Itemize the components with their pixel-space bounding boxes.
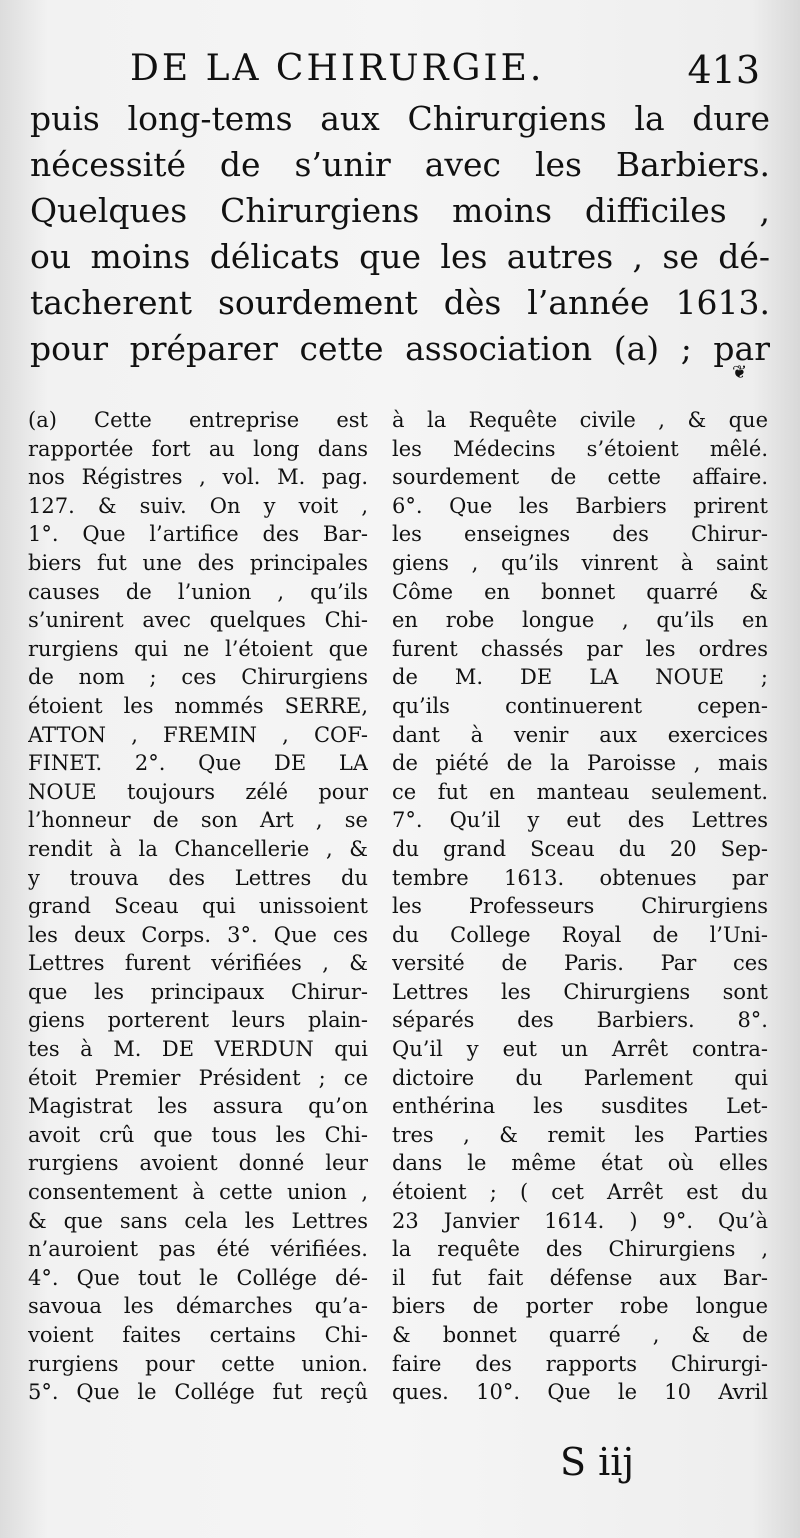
footnote-line: y trouva des Lettres du (28, 865, 368, 890)
footnote-line: 7°. Qu’il y eut des Lettres (392, 808, 768, 833)
footnote-line: giens , qu’ils vinrent à saint (392, 550, 768, 575)
footnote-line: les enseignes des Chirur- (392, 522, 768, 547)
footnote-line: à la Requête civile , & que (392, 408, 768, 432)
footnote-line: biers fut une des principales (28, 550, 368, 575)
footnote-line: FINET. 2°. Que DE LA (28, 751, 368, 776)
footnote-line: 1°. Que l’artifice des Bar- (28, 522, 368, 547)
footnote-line: causes de l’union , qu’ils (28, 579, 368, 604)
footnote-line: Lettres furent vérifiées , & (28, 951, 368, 976)
footnote-column-right (392, 406, 768, 1407)
footnote-line: giens porterent leurs plain- (28, 1008, 368, 1033)
running-title: DE LA CHIRURGIE. (130, 48, 545, 89)
footnote-line: ce fut en manteau seulement. (392, 779, 768, 804)
footnote-line: & que sans cela les Lettres (28, 1208, 368, 1233)
footnote-line: sourdement de cette affaire. (392, 465, 768, 490)
footnote-line: rurgiens avoient donné leur (28, 1151, 368, 1176)
footnote-line: ATTON , FREMIN , COF- (28, 722, 368, 747)
footnote-line: dans le même état où elles (392, 1151, 768, 1176)
text-line: pour préparer cette association (a) ; par (30, 329, 770, 368)
footnote-line: de nom ; ces Chirurgiens (28, 665, 368, 690)
footnote-line: furent chassés par les ordres (392, 636, 768, 661)
main-text (30, 96, 770, 372)
footnote-line: étoient ; ( cet Arrêt est du (392, 1180, 768, 1205)
footnote-line: versité de Paris. Par ces (392, 951, 768, 976)
footnote-line: il fut fait défense aux Bar- (392, 1265, 768, 1290)
page-number: 413 (687, 48, 760, 92)
footnote-line: la requête des Chirurgiens , (392, 1237, 768, 1262)
text-line: ou moins délicats que les autres , se dé- (30, 237, 770, 276)
footnote-line: l’honneur de son Art , se (28, 808, 368, 833)
footnote-line: biers de porter robe longue (392, 1294, 768, 1319)
footnote-line: dictoire du Parlement qui (392, 1065, 768, 1090)
footnote-line: enthérina les susdites Let- (392, 1094, 768, 1119)
footnote-line: NOUE toujours zélé pour (28, 779, 368, 804)
footnote-line: rapportée fort au long dans (28, 436, 368, 461)
footnote-line: qu’ils continuerent cepen- (392, 693, 768, 718)
footnote-line: rurgiens pour cette union. (28, 1351, 368, 1376)
footnote-line: tembre 1613. obtenues par (392, 865, 768, 890)
text-line: nécessité de s’unir avec les Barbiers. (30, 145, 770, 184)
footnote-line: tes à M. DE VERDUN qui (28, 1037, 368, 1062)
footnote-line: en robe longue , qu’ils en (392, 608, 768, 633)
footnote-line: 4°. Que tout le Collége dé- (28, 1265, 368, 1290)
footnote-line: rurgiens qui ne l’étoient que (28, 636, 368, 661)
footnote-line: de M. DE LA NOUE ; (392, 665, 768, 690)
footnote-line: n’auroient pas été vérifiées. (28, 1237, 368, 1262)
footnote-line: les deux Corps. 3°. Que ces (28, 922, 368, 947)
footnote-line: du College Royal de l’Uni- (392, 922, 768, 947)
footnote-line: séparés des Barbiers. 8°. (392, 1008, 768, 1033)
footnote-line: Qu’il y eut un Arrêt contra- (392, 1037, 768, 1062)
text-line: Quelques Chirurgiens moins difficiles , (30, 191, 770, 230)
page-header (130, 48, 760, 92)
footnote-line: les Médecins s’étoient mêlé. (392, 436, 768, 461)
footnote-line: étoient les nommés SERRE, (28, 693, 368, 718)
text-line: puis long-tems aux Chirurgiens la dure (30, 99, 770, 138)
footnote-column-left (28, 406, 368, 1407)
footnote-line: 5°. Que le Collége fut reçû (28, 1380, 368, 1405)
footnote-line: rendit à la Chancellerie , & (28, 836, 368, 861)
footnote-line: les Professeurs Chirurgiens (392, 894, 768, 919)
footnote-line: que les principaux Chirur- (28, 979, 368, 1004)
footnote-line: de piété de la Paroisse , mais (392, 751, 768, 776)
footnote-line: savoua les démarches qu’a- (28, 1294, 368, 1319)
footnote-line: tres , & remit les Parties (392, 1122, 768, 1147)
footnote-line: & bonnet quarré , & de (392, 1323, 768, 1347)
footnote-line: 6°. Que les Barbiers prirent (392, 493, 768, 518)
footnote-line: du grand Sceau du 20 Sep- (392, 836, 768, 861)
footnote-line: faire des rapports Chirurgi- (392, 1351, 768, 1376)
signature-mark: S iij (560, 1440, 635, 1484)
footnote-line: 127. & suiv. On y voit , (28, 493, 368, 518)
footnote-line: (a) Cette entreprise est (28, 408, 368, 432)
footnote-line: voient faites certains Chi- (28, 1323, 368, 1347)
footnote-line: nos Régistres , vol. M. pag. (28, 465, 368, 490)
footnote-line: dant à venir aux exercices (392, 722, 768, 747)
footnote-line: étoit Premier Président ; ce (28, 1065, 368, 1090)
footnote-line: ques. 10°. Que le 10 Avril (392, 1380, 768, 1405)
footnote-line: 23 Janvier 1614. ) 9°. Qu’à (392, 1208, 768, 1233)
footnote-line: consentement à cette union , (28, 1180, 368, 1205)
footnote-line: s’unirent avec quelques Chi- (28, 608, 368, 633)
footnote-line: Côme en bonnet quarré & (392, 579, 768, 604)
text-line: tacherent sourdement dès l’année 1613. (30, 283, 770, 322)
footnote-line: Magistrat les assura qu’on (28, 1094, 368, 1119)
footnote-line: Lettres les Chirurgiens sont (392, 979, 768, 1004)
footnote-line: grand Sceau qui unissoient (28, 894, 368, 919)
footnote-line: avoit crû que tous les Chi- (28, 1122, 368, 1147)
ornament-mark: ❦ (732, 362, 748, 383)
